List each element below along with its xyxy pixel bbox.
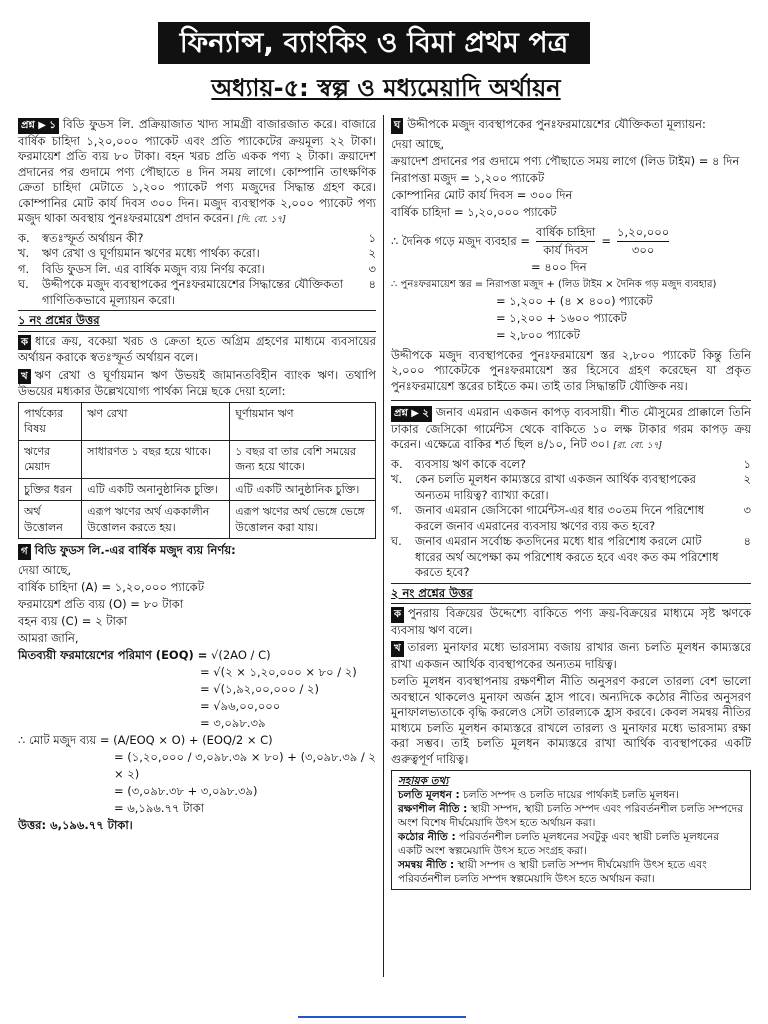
item-key: খ. [391, 472, 403, 486]
table-cell: সাধারণত ১ বছর হয়ে থাকে। [82, 440, 230, 478]
answer-1-ga-work [18, 562, 376, 834]
table-header: ঋণ রেখা [82, 402, 230, 440]
table-header: ঘূর্ণায়মান ঋণ [230, 402, 376, 440]
item-mark: ২ [743, 472, 751, 486]
given-line: দেয়া আছে, [18, 562, 72, 577]
item-text: ব্যবসায় ঋণ কাকে বলে? [415, 456, 527, 471]
answer-gha-tag: ঘ [391, 118, 403, 134]
answer-1-gha [391, 117, 751, 134]
answer-ka-text: ধারে ক্রয়, বকেয়া খরচ ও ক্রেতা হতে অগ্রিম গ্রহণের মাধ্যমে ব্যবসায়ের অর্থায়ন করাকে স্বতঃস্ফূর্ত অর্থায়ন বলে। [18, 333, 376, 364]
question-2-items [391, 457, 751, 581]
item-key: ক. [18, 230, 30, 245]
given-line: আমরা জানি, [18, 630, 79, 645]
answer-1-heading: ১ নং প্রশ্নের উত্তর [18, 313, 100, 327]
help-term: রক্ষণশীল নীতি : [398, 803, 468, 815]
question-1-text: বিডি ফুডস লি. প্রক্রিয়াজাত খাদ্য সামগ্রী বাজারজাত করে। বাজারে বার্ষিক চাহিদা ১,২০,০০০ প্যাকেট এবং প্রতি প্যাকেটের ক্রয়মূল্য ২২ টাকা। ফরমায়েশ প্রতি ব্যয় ৮০ টাকা। বহন খরচ প্রতি একক পণ্য ২ টাকা। ক্রয়াদেশ প্রদানের পর গুদামে পণ্য পৌছাতে ৪ দিন সময় লাগে। কোম্পানি তাৎক্ষণিক ক্রেতা চাহিদা মেটাতে ১,২০০ প্যাকেট পণ্য মজুদের সিদ্ধান্ত গ্রহণ করে। কোম্পানির মোট কার্য দিবস ৩০০ দিন। মজুদ ব্যবস্থাপক ২,০০০ প্যাকেট পণ্য মজুদ থাকা অবস্থায় পুনঃফরমায়েশ প্রদান করেন। [18, 117, 376, 225]
question-1-items [18, 231, 376, 309]
footer-line [298, 1016, 466, 1018]
help-definition: চলতি সম্পদ ও চলতি দায়ের পার্থক্যই চলতি মূলধন। [463, 789, 680, 801]
table-cell: এরূপ ঋণের অর্থ ভেঙ্গে ভেঙ্গে উত্তোলন করা যায়। [230, 501, 376, 539]
column-divider [383, 115, 384, 977]
total-cost-label: ∴ মোট মজুদ ব্যয় = [18, 732, 110, 747]
eoq-formula-line [18, 647, 376, 664]
question-item [391, 503, 751, 534]
reorder-step: = ২,৮০০ প্যাকেট [496, 327, 580, 342]
question-2-source: [রা. বো. ১৭] [613, 441, 663, 451]
given-line: দেয়া আছে, [391, 136, 445, 151]
help-definition: পরিবর্তনশীল চলতি মূলধনের সবটুকু এবং স্থায়ী চলতি মূলধনের একটি অংশ স্বল্পমেয়াদি উৎস হতে সংগ্রহ করা। [398, 831, 720, 857]
total-cost-line [18, 732, 376, 749]
question-item [391, 457, 751, 473]
item-mark: ৩ [743, 503, 751, 517]
cost-step: = (১,২০,০০০ / ৩,০৯৮.৩৯ × ৮০) + (৩,০৯৮.৩৯ / ২ × ২) [114, 749, 376, 781]
item-key: গ. [18, 261, 30, 276]
help-item [398, 830, 744, 858]
total-cost-formula: (A/EOQ × O) + (EOQ/2 × C) [113, 732, 273, 747]
question-2-tag: প্রশ্ন ▶ ২ [391, 406, 432, 422]
help-info-title: সহায়ক তথ্য [398, 775, 449, 787]
section-divider [18, 310, 376, 311]
help-definition: স্থায়ী সম্পদ ও স্থায়ী চলতি সম্পদ দীর্ঘমেয়াদি উৎস হতে এবং পরিবর্তনশীল চলতি সম্পদ স্বল্পমেয়াদি উৎস হতে অর্থায়ন করা। [398, 859, 707, 885]
question-item [18, 246, 376, 262]
section-divider [18, 331, 376, 332]
chapter-title: অধ্যায়-৫: স্বল্প ও মধ্যমেয়াদি অর্থায়ন [211, 74, 561, 102]
item-key: খ. [18, 246, 30, 260]
question-item [18, 231, 376, 247]
answer-kha-text: তারল্য মুনাফার মধ্যে ভারসাম্য বজায় রাখার জন্য চলতি মূলধন কাম্যস্তরে রাখা একজন আর্থিক ব্যবস্থাপকের অন্যতম দায়িত্ব। [391, 640, 751, 671]
table-cell: এটি একটি আনুষ্ঠানিক চুক্তি। [230, 478, 376, 501]
cost-step: = ৬,১৯৬.৭৭ টাকা [114, 800, 205, 815]
answer-gha-intro: উদ্দীপকে মজুদ ব্যবস্থাপকের পুনঃফরমায়েশের যৌক্তিকতা মূল্যায়ন: [407, 117, 706, 131]
answer-1-kha [18, 368, 376, 400]
daily-usage-line: ∴ দৈনিক গড়ে মজুদ ব্যবহার = বার্ষিক চাহিদা কার্য দিবস = ১,২০,০০০ ৩০০ [391, 224, 670, 257]
item-text: স্বতঃস্ফূর্ত অর্থায়ন কী? [42, 230, 144, 245]
item-mark: ১ [743, 456, 751, 471]
answer-1-ka [18, 334, 376, 366]
answer-2-kha-body: চলতি মূলধন ব্যবস্থাপনায় রক্ষণশীল নীতি অনুসরণ করলে তারল্য বেশ ভালো অবস্থানে থাকলেও মুনাফা অর্জন হ্রাস পাবে। অন্যদিকে কঠোর নীতির অনুসরণ মুনাফালভ্যতাকে বৃদ্ধি করলেও সেটা তারল্যকে হ্রাস করবে। কেবল সমন্বয় নীতির মাধ্যমে চলতি মূলধন কাম্যস্তরে রাখলে তারল্য ও মুনাফার মধ্যে ভারসাম্য রক্ষা করা সম্ভব। তাই চলতি মূলধন কাম্যস্তরে রাখা আর্থিক ব্যবস্থাপকের একটি গুরুত্বপূর্ণ দায়িত্ব। [391, 674, 751, 766]
daily-usage-result: = ৪০০ দিন [531, 259, 587, 274]
table-row [19, 501, 376, 539]
daily-usage-values [617, 224, 669, 259]
help-term: কঠোর নীতি : [398, 831, 456, 843]
answer-2-kha [391, 640, 751, 672]
given-line: কোম্পানির মোট কার্য দিবস = ৩০০ দিন [391, 187, 573, 202]
table-cell: চুক্তির ধরন [19, 478, 82, 501]
fraction-numerator: ১,২০,০০০ [617, 224, 669, 242]
question-item [18, 262, 376, 278]
help-item [398, 858, 744, 886]
table-cell: ১ বছর বা তার বেশি সময়ের জন্য হয়ে থাকে। [230, 440, 376, 478]
table-row [19, 478, 376, 501]
answer-2-ka [391, 606, 751, 638]
reorder-step: = ১,২০০ + (৪ × ৪০০) প্যাকেট [496, 293, 653, 308]
item-mark: ২ [368, 246, 376, 260]
table-row [19, 440, 376, 478]
given-line: বার্ষিক চাহিদা (A) = ১,২০,০০০ প্যাকেট [18, 579, 204, 594]
cost-step: = (৩,০৯৮.৩৮ + ৩,০৯৮.৩৯) [114, 783, 258, 798]
given-line: বার্ষিক চাহিদা = ১,২০,০০০ প্যাকেট [391, 204, 557, 219]
answer-1-gha-work [391, 136, 751, 344]
item-text: বিডি ফুডস লি. এর বার্ষিক মজুদ ব্যয় নির্ণয় করো। [42, 261, 265, 276]
table-header-row [19, 402, 376, 440]
answer-ka-tag: ক [18, 335, 31, 351]
item-mark: ১ [368, 230, 376, 245]
help-item [398, 802, 744, 830]
item-mark: ৪ [368, 277, 376, 291]
item-text: জনাব এমরান সর্বোচ্চ কতদিনের মধ্যে ধার পরিশোধ করলে মোট ধারের অর্থ অপেক্ষা কম পরিশোধ করতে হবে এবং কত কম পরিশোধ করতে হবে? [415, 534, 719, 579]
item-key: ক. [391, 456, 403, 471]
question-item [391, 534, 751, 581]
daily-usage-label: ∴ দৈনিক গড়ে মজুদ ব্যবহার = [391, 233, 531, 248]
reorder-step: = ১,২০০ + ১৬০০ প্যাকেট [496, 310, 627, 325]
item-mark: ৩ [368, 261, 376, 276]
question-1-tag: প্রশ্ন ▶ ১ [18, 118, 59, 134]
table-cell: এটি একটি অনানুষ্ঠানিক চুক্তি। [82, 478, 230, 501]
daily-usage-fraction [536, 224, 595, 259]
help-term: চলতি মূলধন : [398, 789, 460, 801]
answer-1-ga-result: উত্তর: ৬,১৯৬.৭৭ টাকা। [18, 817, 133, 832]
fraction-denominator: কার্য দিবস [543, 242, 589, 257]
eoq-step: = √(১,৯২,০০,০০০ / ২) [200, 681, 320, 696]
item-text: জনাব এমরান জেসিকো গার্মেন্টস-এর ধার ৩০তম দিনে পরিশোধ করলে জনাব এমরানের ব্যবসায় ঋণের ব্যয় কত হবে? [415, 503, 705, 533]
help-term: সমন্বয় নীতি : [398, 859, 455, 871]
table-cell: এরূপ ঋণের অর্থ এককালীন উত্তোলন করতে হয়। [82, 501, 230, 539]
left-column [18, 117, 376, 834]
answer-kha-text: ঋণ রেখা ও ঘূর্ণায়মান ঋণ উভয়ই জামানতবিহীন ব্যাংক ঋণ। তথাপি উভয়ের মধ্যকার উল্লেখযোগ্য পার্থক্য নিম্নে ছকে দেয়া হলো: [18, 367, 376, 398]
item-text: ঋণ রেখা ও ঘূর্ণায়মান ঋণের মধ্যে পার্থক্য করো। [42, 246, 260, 260]
section-divider [391, 603, 751, 604]
answer-ga-title-text: বিডি ফুডস লি.-এর বার্ষিক মজুদ ব্যয় নির্ণয়: [34, 543, 236, 557]
item-mark: ৪ [743, 534, 751, 548]
given-line: ফরমায়েশ প্রতি ব্যয় (O) = ৮০ টাকা [18, 596, 184, 611]
right-column [391, 117, 751, 890]
answer-1-gha-conclusion: উদ্দীপকে মজুদ ব্যবস্থাপকের পুনঃফরমায়েশ স্তর ২,৮০০ প্যাকেট কিন্তু তিনি ২,০০০ প্যাকেটকে পুনঃফরমায়েশ স্তর হিসেবে গ্রহণ করেছেন যা প্রকৃত পুনঃফরমায়েশ স্তরের চাইতে কম। তাই তার সিদ্ধান্তটি যৌক্তিক নয়। [391, 347, 751, 393]
table-header: পার্থক্যের বিষয় [19, 402, 82, 440]
item-key: ঘ. [18, 277, 29, 291]
answer-ka-tag: ক [391, 607, 404, 623]
table-cell: অর্থ উত্তোলন [19, 501, 82, 539]
help-info-box [391, 770, 751, 890]
item-key: গ. [391, 503, 403, 517]
question-2-stem [391, 405, 751, 455]
reorder-level-label: ∴ পুনঃফরমায়েশ স্তর = নিরাপত্তা মজুদ + (লিড টাইম × দৈনিক গড় মজুদ ব্যবহার) [391, 278, 717, 290]
item-text: উদ্দীপকে মজুদ ব্যবস্থাপকের পুনঃফরমায়েশের সিদ্ধান্তের যৌক্তিকতা গাণিতিকভাবে মূল্যায়ন করো। [42, 277, 344, 307]
eoq-formula: √(2AO / C) [211, 647, 271, 662]
eoq-step: = √৯৬,০০,০০০ [200, 698, 281, 713]
section-divider [391, 583, 751, 584]
item-text: কেন চলতি মূলধন কাম্যস্তরে রাখা একজন আর্থিক ব্যবস্থাপকের অন্যতম দায়িত্ব? ব্যাখ্যা করো। [415, 472, 697, 502]
answer-2-heading: ২ নং প্রশ্নের উত্তর [391, 585, 473, 600]
eoq-step: = ৩,০৯৮.৩৯ [200, 715, 266, 730]
eoq-step: = √(২ × ১,২০,০০০ × ৮০ / ২) [200, 664, 357, 679]
fraction-numerator: বার্ষিক চাহিদা [536, 224, 595, 242]
section-divider [391, 400, 751, 401]
answer-ga-tag: গ [18, 544, 31, 560]
question-2-text: জনাব এমরান একজন কাপড় ব্যবসায়ী। শীত মৌসুমের প্রাক্কালে তিনি ঢাকার জেসিকো গার্মেন্টস থেকে বাকিতে ১০ লক্ষ টাকার গরম কাপড় ক্রয় করেন। এক্ষেত্রে বাকির শর্ত ছিল ৪/১০, নিট ৩০। [391, 405, 751, 451]
help-definition: স্থায়ী সম্পদ, স্থায়ী চলতি সম্পদ এবং পরিবর্তনশীল চলতি সম্পদের অংশ বিশেষ দীর্ঘমেয়াদি উৎস হতে অর্থায়ন করা। [398, 803, 743, 829]
difference-table [18, 402, 376, 540]
question-1-source: [দি. বো. ১৭] [237, 215, 286, 225]
question-item [391, 472, 751, 503]
given-line: ক্রয়াদেশ প্রদানের পর গুদামে পণ্য পৌছাতে সময় লাগে (লিড টাইম) = ৪ দিন [391, 153, 740, 168]
book-title-banner: ফিন্যান্স, ব্যাংকিং ও বিমা প্রথম পত্র [158, 22, 590, 64]
given-line: নিরাপত্তা মজুদ = ১,২০০ প্যাকেট [391, 170, 545, 185]
question-1-stem [18, 117, 376, 229]
given-line: বহন ব্যয় (C) = ২ টাকা [18, 613, 128, 628]
question-item [18, 277, 376, 308]
help-item [398, 788, 744, 802]
fraction-denominator: ৩০০ [631, 242, 655, 257]
eoq-label: মিতব্যয়ী ফরমায়েশের পরিমাণ (EOQ) = [18, 647, 208, 662]
answer-ka-text: পুনরায় বিক্রয়ের উদ্দেশ্যে বাকিতে পণ্য ক্রয়-বিক্রয়ের মাধ্যমে সৃষ্ট ঋণকে ব্যবসায় ঋণ বলে। [391, 606, 751, 637]
table-cell: ঋণের মেয়াদ [19, 440, 82, 478]
answer-1-ga-title [18, 543, 376, 560]
answer-kha-tag: খ [391, 641, 404, 657]
item-key: ঘ. [391, 534, 402, 548]
answer-kha-tag: খ [18, 369, 31, 385]
